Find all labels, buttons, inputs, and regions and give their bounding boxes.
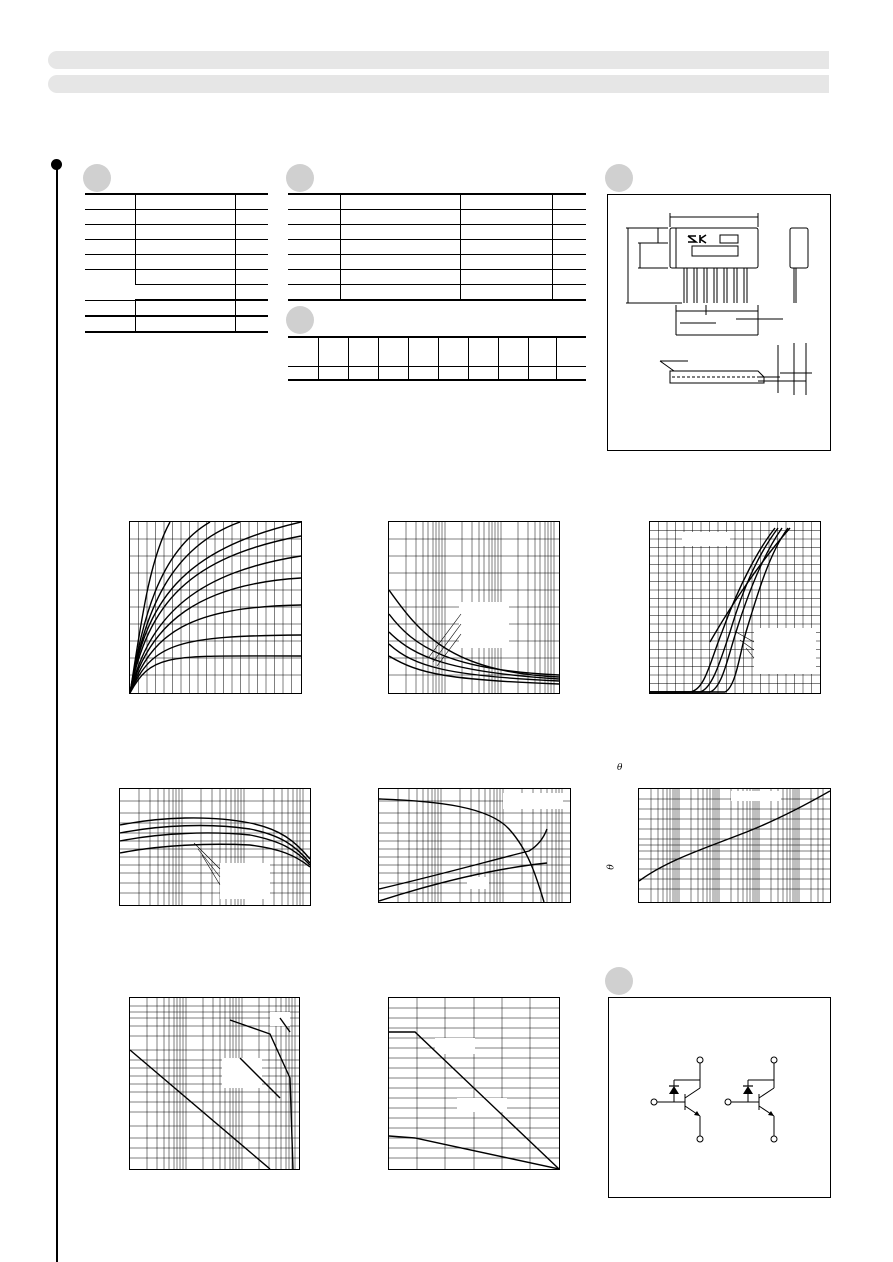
equivalent-circuit-frame [608, 997, 831, 1198]
chart-transfer-characteristics [649, 521, 821, 694]
legend-box-top [435, 1038, 475, 1054]
legend-box [754, 628, 816, 674]
header-band-bottom [48, 75, 829, 93]
table-row [85, 225, 268, 240]
table-row [288, 367, 586, 379]
section-badge-equivalent-circuit [605, 967, 633, 995]
maker-logo-icon [688, 235, 706, 243]
chart-output-characteristics [129, 521, 302, 694]
page-spine [56, 164, 58, 1262]
theta-axis-symbol: θ [606, 864, 617, 870]
section-badge-package [605, 164, 633, 192]
legend-box [467, 877, 489, 889]
table-row [288, 255, 586, 270]
legend-box [220, 863, 270, 899]
package-outline-drawing [608, 195, 830, 450]
package-outline-frame [607, 194, 831, 451]
hfe-rank-table [288, 336, 586, 381]
ratings-table [85, 193, 268, 333]
chart-power-derating [388, 997, 560, 1170]
legend-box-top [731, 791, 781, 801]
spine-dot [51, 159, 62, 170]
table-row [288, 225, 586, 240]
table-header-row [288, 195, 586, 210]
table-row [288, 240, 586, 255]
table-row [135, 284, 268, 300]
table-row [85, 210, 268, 225]
table-row [288, 210, 586, 225]
chart-hfe-vs-ic [119, 788, 311, 906]
table-row [288, 285, 586, 299]
darlington-transistor-icon [609, 998, 830, 1197]
table-row [288, 270, 586, 285]
table-row [85, 240, 268, 255]
chart-safe-operating-area [129, 997, 300, 1170]
legend-box [222, 1058, 262, 1088]
table-header-row [288, 338, 586, 367]
table-row [85, 300, 268, 316]
legend-box-top [503, 793, 563, 809]
section-badge-characteristics [286, 164, 314, 192]
header-band-top [48, 51, 829, 69]
section-badge-hfe-rank [286, 306, 314, 334]
table-row [85, 316, 268, 331]
chart-transient-thermal-resistance [638, 788, 831, 903]
legend-box-top [682, 532, 730, 546]
table-header-row [85, 195, 268, 210]
table-row [85, 255, 268, 270]
legend-box [457, 1098, 507, 1112]
table-row [85, 270, 268, 284]
chart-temperature-characteristics [378, 788, 571, 903]
theta-symbol-label: θ [617, 763, 623, 773]
legend-box [459, 602, 509, 648]
characteristics-table [288, 193, 586, 301]
section-badge-ratings [83, 164, 111, 192]
chart-log-decay [388, 521, 560, 694]
